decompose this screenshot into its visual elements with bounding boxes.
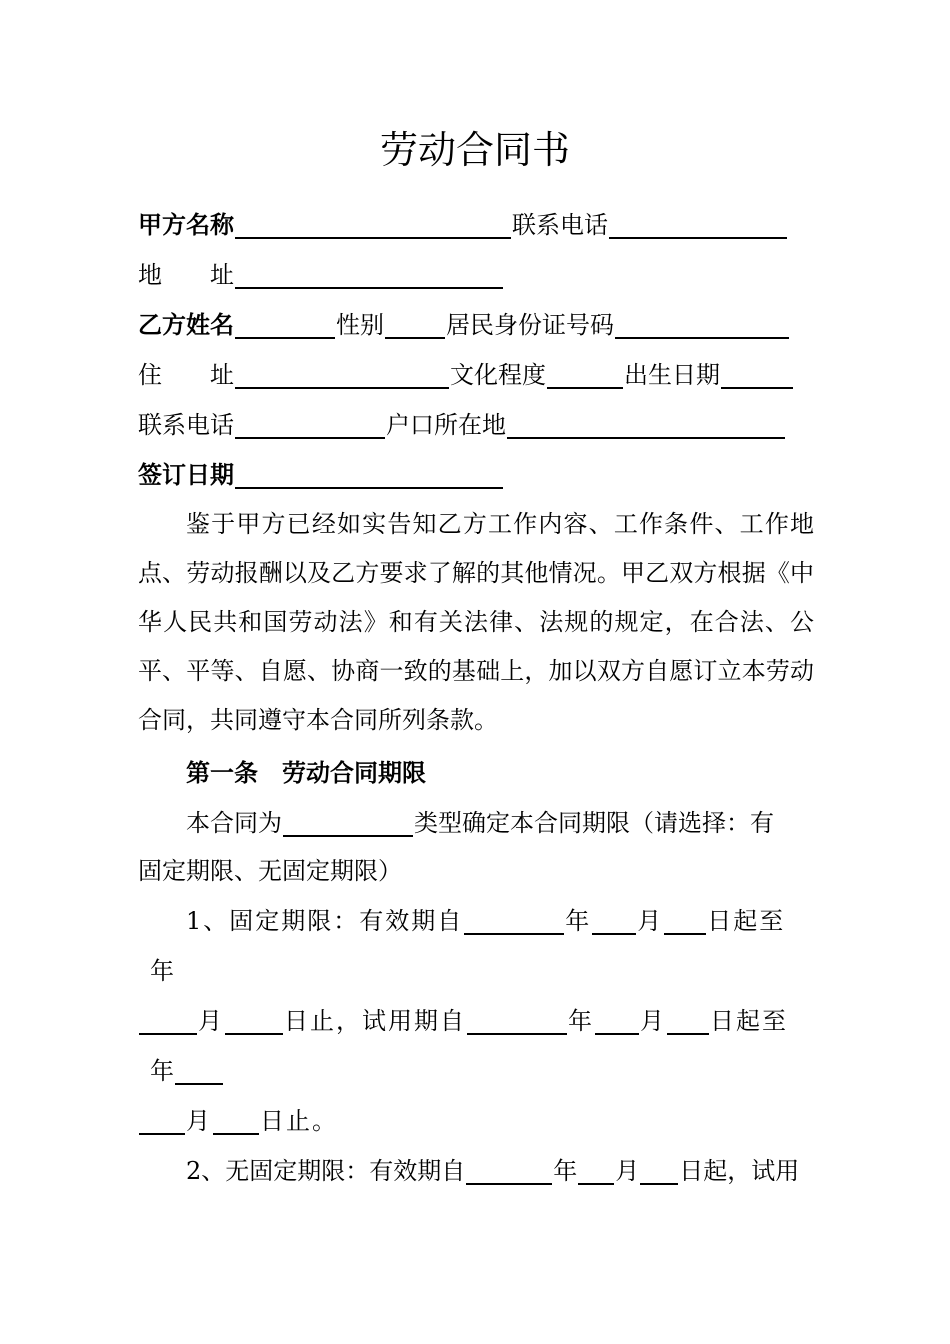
article-1-intro-text-b: 类型确定本合同期限（请选择：有 [414,809,774,837]
end-month-label: 月 [198,1007,224,1035]
party-a-address-row [138,258,504,292]
article-1-intro-text-c: 固定期限、无固定期限） [138,857,402,885]
probation-start-day-field[interactable] [667,1005,709,1035]
article-1-heading: 第一条 劳动合同期限 [186,759,426,787]
party-b-gender-label: 性别 [336,311,384,339]
fixed-start-month-field[interactable] [592,905,636,935]
party-b-hukou-label: 户口所在地 [386,411,506,439]
year-label: 年 [565,907,592,935]
fixed-end-row [138,1004,788,1038]
fixed-term-text: 1、固定期限：有效期自 [186,907,464,935]
party-b-education-label: 文化程度 [450,361,546,389]
party-a-phone-label: 联系电话 [512,211,608,239]
party-b-birth-label: 出生日期 [624,361,720,389]
probation-month-label: 月 [640,1007,666,1035]
probation-end-row [138,1104,338,1138]
open-start-day-field[interactable] [640,1155,678,1185]
probation-end-month-field[interactable] [139,1105,185,1135]
probation-end-year-field[interactable] [175,1055,223,1085]
end-year-label: 年 [150,957,174,985]
probation-end-text: 日止。 [260,1107,338,1135]
sign-date-field[interactable] [235,459,503,489]
party-a-name-field[interactable] [235,209,511,239]
page-title: 劳动合同书 [379,128,570,172]
open-month-label: 月 [615,1157,640,1185]
party-b-address-field[interactable] [235,359,449,389]
party-a-address-label: 地 址 [138,261,234,289]
article-1-intro-text-a: 本合同为 [186,809,282,837]
party-b-birth-field[interactable] [721,359,793,389]
party-a-phone-field[interactable] [609,209,787,239]
contract-type-field[interactable] [283,807,413,837]
fixed-end-day-blank[interactable] [225,1005,283,1035]
party-b-row [138,308,790,342]
party-b-hukou-field[interactable] [507,409,785,439]
party-b-address-label: 住 址 [138,361,234,389]
party-b-id-label: 居民身份证号码 [446,311,614,339]
party-a-address-field[interactable] [235,259,503,289]
fixed-end-month-blank[interactable] [139,1005,197,1035]
open-start-month-field[interactable] [578,1155,614,1185]
probation-start-year-field[interactable] [467,1005,567,1035]
probation-to-text: 日起至 [710,1007,788,1035]
party-a-name-label: 甲方名称 [138,211,234,239]
fixed-start-year-field[interactable] [464,905,564,935]
probation-year-label: 年 [568,1007,594,1035]
sign-date-label: 签订日期 [138,461,234,489]
fixed-end-year-row [150,954,174,988]
party-b-gender-field[interactable] [385,309,445,339]
preamble-paragraph: 鉴于甲方已经如实告知乙方工作内容、工作条件、工作地点、劳动报酬以及乙方要求了解的其他情况。甲乙双方根据《中华人民共和国劳动法》和有关法律、法规的规定，在合法、公平、平等、自愿、协商一致的基础上，加以双方自愿订立本劳动合同，共同遵守本合同所列条款。 [138,510,814,734]
open-term-end-text: 日起，试用 [679,1157,800,1185]
open-start-year-field[interactable] [466,1155,552,1185]
party-b-education-field[interactable] [547,359,623,389]
article-1-intro-row [186,806,774,840]
party-b-phone-label: 联系电话 [138,411,234,439]
party-b-name-field[interactable] [235,309,335,339]
party-a-row [138,208,788,242]
probation-end-year-row [150,1054,224,1088]
sign-date-row [138,458,504,492]
article-1-intro-row-2 [138,854,402,888]
party-b-address-row [138,358,794,392]
party-b-phone-field[interactable] [235,409,385,439]
open-term-row [186,1154,799,1188]
probation-start-text: 日止，试用期自 [284,1007,466,1035]
party-b-name-label: 乙方姓名 [138,311,234,339]
probation-end-year-label: 年 [150,1057,174,1085]
probation-start-month-field[interactable] [595,1005,639,1035]
probation-end-month-label: 月 [186,1107,212,1135]
open-year-label: 年 [553,1157,578,1185]
party-b-id-field[interactable] [615,309,789,339]
probation-end-day-field[interactable] [213,1105,259,1135]
month-label: 月 [637,907,664,935]
party-b-contact-row [138,408,786,442]
fixed-start-day-field[interactable] [664,905,706,935]
fixed-term-row [186,904,785,938]
open-term-text: 2、无固定期限：有效期自 [186,1157,466,1185]
start-to-text: 日起至 [707,907,786,935]
